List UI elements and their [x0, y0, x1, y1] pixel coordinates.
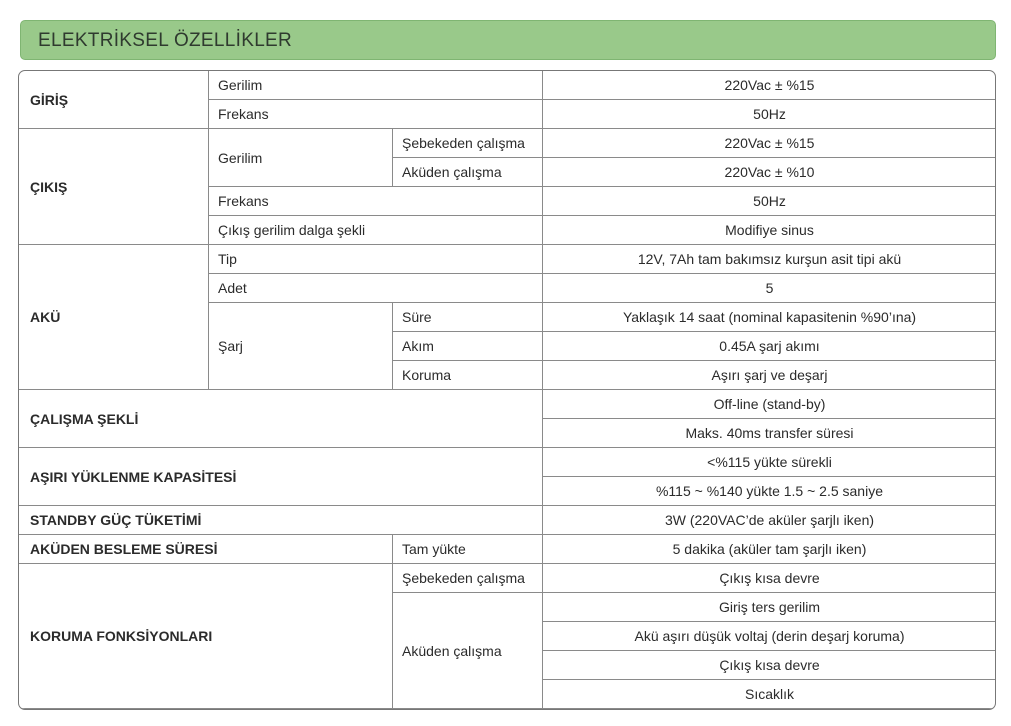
row-value: 12V, 7Ah tam bakımsız kurşun asit tipi akü — [543, 245, 997, 274]
table-row — [19, 245, 997, 274]
row-sublabel: Süre — [393, 303, 543, 332]
category-standby: STANDBY GÜÇ TÜKETİMİ — [19, 506, 543, 535]
row-label: Frekans — [209, 187, 543, 216]
category-akuden-besleme: AKÜDEN BESLEME SÜRESİ — [19, 535, 393, 564]
row-value: 220Vac ± %15 — [543, 71, 997, 100]
row-sublabel: Akım — [393, 332, 543, 361]
row-sublabel: Aküden çalışma — [393, 158, 543, 187]
row-value: 50Hz — [543, 187, 997, 216]
table-row — [19, 448, 997, 477]
row-value: 3W (220VAC’de aküler şarjlı iken) — [543, 506, 997, 535]
category-giris: GİRİŞ — [19, 71, 209, 129]
row-label: Tip — [209, 245, 543, 274]
row-label: Adet — [209, 274, 543, 303]
category-aku: AKÜ — [19, 245, 209, 390]
category-asiri-yuklenme: AŞIRI YÜKLENME KAPASİTESİ — [19, 448, 543, 506]
section-header-banner — [20, 20, 996, 60]
row-value: Çıkış kısa devre — [543, 651, 997, 680]
row-value: Aşırı şarj ve deşarj — [543, 361, 997, 390]
row-label: Şarj — [209, 303, 393, 390]
table-row — [19, 564, 997, 593]
row-value: Akü aşırı düşük voltaj (derin deşarj koruma) — [543, 622, 997, 651]
row-value: 50Hz — [543, 100, 997, 129]
category-cikis: ÇIKIŞ — [19, 129, 209, 245]
row-value: 220Vac ± %10 — [543, 158, 997, 187]
row-value: Modifiye sinus — [543, 216, 997, 245]
row-value: Çıkış kısa devre — [543, 564, 997, 593]
row-sublabel: Koruma — [393, 361, 543, 390]
table-row — [19, 129, 997, 158]
row-sublabel: Aküden çalışma — [393, 593, 543, 709]
table-row — [19, 71, 997, 100]
row-value: Maks. 40ms transfer süresi — [543, 419, 997, 448]
electrical-spec-table — [18, 70, 996, 709]
row-value: Sıcaklık — [543, 680, 997, 709]
row-label: Gerilim — [209, 71, 543, 100]
row-value: Giriş ters gerilim — [543, 593, 997, 622]
row-label: Çıkış gerilim dalga şekli — [209, 216, 543, 245]
table-row — [19, 535, 997, 564]
row-value: 220Vac ± %15 — [543, 129, 997, 158]
row-sublabel: Tam yükte — [393, 535, 543, 564]
row-sublabel: Şebekeden çalışma — [393, 129, 543, 158]
row-value: 5 dakika (aküler tam şarjlı iken) — [543, 535, 997, 564]
row-value: %115 ~ %140 yükte 1.5 ~ 2.5 saniye — [543, 477, 997, 506]
row-value: 0.45A şarj akımı — [543, 332, 997, 361]
row-value: Yaklaşık 14 saat (nominal kapasitenin %90’ına) — [543, 303, 997, 332]
row-value: 5 — [543, 274, 997, 303]
row-sublabel: Şebekeden çalışma — [393, 564, 543, 593]
row-value: <%115 yükte sürekli — [543, 448, 997, 477]
table-row — [19, 390, 997, 419]
category-koruma: KORUMA FONKSİYONLARI — [19, 564, 393, 709]
table-row — [19, 506, 997, 535]
row-value: Off-line (stand-by) — [543, 390, 997, 419]
row-label: Gerilim — [209, 129, 393, 187]
spec-table-container — [18, 70, 996, 710]
row-label: Frekans — [209, 100, 543, 129]
section-title: ELEKTRİKSEL ÖZELLİKLER — [38, 30, 293, 51]
category-calisma: ÇALIŞMA ŞEKLİ — [19, 390, 543, 448]
